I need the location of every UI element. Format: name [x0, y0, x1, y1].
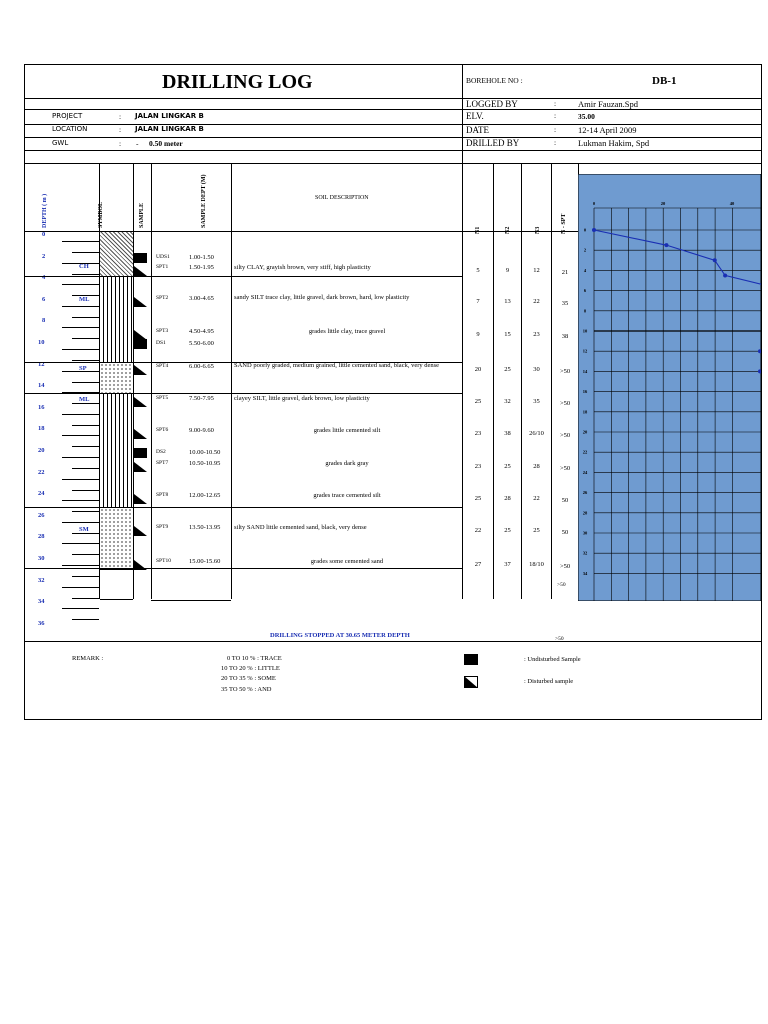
disturbed-sample-icon: [134, 491, 147, 501]
x-tick-label: 20: [660, 201, 666, 206]
y-tick-label: 28: [582, 510, 588, 516]
n1-value: 22: [474, 527, 482, 534]
disturbed-sample-icon: [134, 426, 147, 436]
depth-label: 36: [38, 619, 45, 627]
y-tick-label: 18: [582, 409, 588, 415]
depth-label: 8: [42, 317, 46, 325]
date-value: 12-14 April 2009: [578, 125, 637, 135]
disturbed-legend: : Disturbed sample: [524, 678, 574, 685]
n1-value: 5: [476, 267, 480, 274]
sample-id: SPT6: [156, 427, 169, 433]
nspt-value: 50: [561, 529, 569, 536]
sample-depth: 13.50-13.95: [189, 524, 221, 531]
soil-code: ML: [79, 396, 90, 403]
n3-value: 22: [533, 495, 540, 502]
n1-value: 23: [474, 463, 482, 470]
soil-description: silty SAND little cemented sand, black, very dense: [234, 524, 367, 531]
soil-code: ML: [79, 296, 90, 303]
strata-symbol: [100, 276, 133, 364]
depth-label: 22: [38, 468, 45, 476]
col-header-depth: DEPTH ( m ): [42, 193, 48, 228]
date-label: DATE: [466, 125, 489, 135]
project-label: PROJECT: [52, 112, 83, 120]
location-value: JALAN LINGKAR B: [135, 125, 204, 133]
undisturbed-legend: : Undisturbed Sample: [524, 656, 581, 663]
n3-value: 30: [533, 366, 540, 373]
soil-description: grades some cemented sand: [310, 558, 384, 565]
strata-symbol: [100, 393, 133, 509]
strata-symbol: [100, 507, 133, 570]
project-sep: :: [119, 112, 122, 121]
y-tick-label: 30: [582, 530, 588, 536]
sample-id: DS2: [156, 449, 166, 455]
strata-symbol: [100, 362, 133, 395]
y-tick-label: 4: [583, 267, 587, 273]
nspt-value: 38: [561, 333, 569, 340]
soil-description: silty CLAY, grayish brown, very stiff, high plasticity: [234, 264, 371, 271]
depth-label: 4: [42, 274, 46, 282]
sample-id: UDS1: [156, 254, 170, 260]
strata-symbol: [100, 231, 133, 278]
soil-description: grades little clay, trace gravel: [308, 328, 386, 335]
sample-id: SPT4: [156, 363, 169, 369]
y-tick-label: 34: [582, 570, 588, 576]
col-header-symbol: SYMBOL: [98, 201, 104, 228]
nspt-value: 50: [561, 497, 569, 504]
n1-value: 7: [476, 298, 480, 305]
n2-value: 9: [505, 267, 510, 274]
sample-id: SPT1: [156, 264, 169, 270]
soil-description: grades little cemented silt: [313, 427, 381, 434]
sample-depth: 7.50-7.95: [189, 395, 214, 402]
depth-label: 24: [38, 490, 45, 498]
col-header-n3: N3: [535, 226, 541, 234]
page-title: DRILLING LOG: [162, 71, 313, 93]
depth-label: 18: [38, 425, 45, 433]
undisturbed-sample-icon: [134, 448, 147, 458]
y-tick-label: 20: [582, 429, 588, 435]
soil-description: SAND poorly graded, medium grained, little cemented sand, black, very dense: [234, 362, 440, 369]
col-header-n2: N2: [505, 226, 511, 234]
n2-value: 15: [504, 331, 511, 338]
n2-value: 32: [504, 398, 511, 405]
sample-id: SPT2: [156, 295, 169, 301]
depth-label: 10: [38, 339, 45, 346]
n2-value: 13: [504, 298, 511, 305]
drilled-by-label: DRILLED BY: [466, 138, 520, 148]
depth-label: 14: [38, 382, 45, 390]
n3-value: 26/10: [529, 430, 544, 437]
depth-label: 6: [42, 295, 46, 303]
gwl-dash: -: [136, 139, 139, 148]
undisturbed-sample-icon: [134, 339, 147, 349]
depth-label: 0: [42, 231, 46, 238]
n2-value: 37: [504, 561, 511, 568]
soil-description: grades dark gray: [325, 460, 369, 467]
nspt-point: [592, 228, 596, 232]
location-sep: :: [119, 125, 122, 134]
col-header-sample: SAMPLE: [139, 202, 145, 228]
depth-label: 30: [38, 555, 45, 562]
soil-code: CH: [79, 263, 89, 270]
nspt-value: 35: [561, 300, 569, 307]
sample-id: SPT10: [156, 558, 171, 564]
n1-value: 20: [474, 366, 482, 373]
sample-depth: 4.50-4.95: [189, 328, 214, 335]
sample-depth: 9.00-9.60: [189, 427, 214, 434]
disturbed-sample-icon: [134, 327, 147, 337]
disturbed-sample-icon: [134, 294, 147, 304]
drilled-by-sep: :: [554, 138, 557, 147]
drilled-by-value: Lukman Hakim, Spd: [578, 138, 650, 148]
sample-id: SPT5: [156, 395, 169, 401]
undisturbed-sample-icon: [464, 654, 478, 665]
n3-value: 28: [533, 463, 540, 470]
extra-nspt-1: >50: [557, 582, 566, 588]
depth-label: 20: [38, 447, 45, 454]
logged-by-label: LOGGED BY: [466, 99, 518, 109]
nspt-point: [713, 258, 717, 262]
gwl-value: 0.50 meter: [149, 139, 183, 148]
project-value: JALAN LINGKAR B: [135, 112, 204, 120]
elv-sep: :: [554, 111, 557, 120]
col-header-sample-depth: SAMPLE DEPT (M): [201, 174, 207, 228]
y-tick-label: 26: [582, 490, 588, 496]
soil-description: clayey SILT, little gravel, dark brown, low plasticity: [234, 395, 370, 402]
nspt-value: >50: [559, 400, 571, 407]
sample-depth: 1.00-1.50: [189, 254, 214, 261]
y-tick-label: 16: [582, 389, 588, 395]
disturbed-sample-icon: [134, 523, 147, 533]
nspt-value: >50: [559, 465, 571, 472]
nspt-value: 21: [561, 269, 569, 276]
remark-line-4: 35 TO 50 % : AND: [221, 686, 272, 693]
elv-label: ELV.: [466, 111, 484, 121]
sample-id: SPT8: [156, 492, 169, 498]
n3-value: 18/10: [529, 561, 544, 568]
disturbed-sample-icon: [134, 362, 147, 372]
disturbed-sample-icon: [134, 557, 147, 567]
remark-line-2: 10 TO 20 % : LITTLE: [221, 665, 280, 672]
remark-line-1: 0 TO 10 % : TRACE: [227, 655, 282, 662]
y-tick-label: 24: [582, 469, 588, 475]
n2-value: 25: [504, 463, 511, 470]
nspt-point: [723, 273, 727, 277]
gwl-sep: :: [119, 139, 122, 148]
remark-label: REMARK :: [72, 655, 104, 662]
sample-depth: 10.00-10.50: [189, 449, 221, 456]
depth-label: 28: [38, 533, 45, 541]
nspt-value: >50: [559, 432, 571, 439]
depth-label: 32: [38, 576, 45, 584]
disturbed-sample-icon: [134, 459, 147, 469]
x-tick-label: 40: [729, 201, 735, 206]
disturbed-sample-icon: [134, 394, 147, 404]
depth-label: 2: [42, 252, 46, 260]
sample-depth: 12.00-12.65: [189, 492, 221, 499]
sample-depth: 10.50-10.95: [189, 460, 221, 467]
nspt-value: >50: [559, 563, 571, 570]
logged-by-sep: :: [554, 99, 557, 108]
n3-value: 12: [533, 267, 540, 274]
soil-code: SM: [79, 526, 89, 533]
n3-value: 35: [533, 398, 540, 405]
n3-value: 22: [533, 298, 540, 305]
nspt-point: [664, 243, 668, 247]
sample-depth: 1.50-1.95: [189, 264, 214, 271]
n2-value: 25: [504, 527, 511, 534]
depth-label: 34: [38, 598, 45, 606]
undisturbed-sample-icon: [134, 253, 147, 263]
y-tick-label: 10: [582, 328, 588, 334]
location-label: LOCATION: [52, 125, 88, 133]
drilling-stop-note: DRILLING STOPPED AT 30.65 METER DEPTH: [270, 632, 410, 639]
remark-line-3: 20 TO 35 % : SOME: [221, 675, 276, 682]
y-tick-label: 12: [582, 348, 588, 354]
y-tick-label: 2: [583, 247, 587, 253]
n2-value: 25: [504, 366, 511, 373]
nspt-value: >50: [559, 368, 571, 375]
borehole-value: DB-1: [652, 75, 677, 87]
nspt-plot: [578, 174, 761, 601]
sample-id: SPT9: [156, 524, 169, 530]
n1-value: 25: [474, 398, 482, 405]
n1-value: 9: [476, 331, 480, 338]
n2-value: 28: [504, 495, 511, 502]
y-tick-label: 32: [582, 550, 588, 556]
y-tick-label: 22: [582, 449, 588, 455]
sample-id: DS1: [156, 340, 166, 346]
col-header-soil-description: SOIL DESCRIPTION: [315, 195, 369, 201]
y-tick-label: 0: [583, 227, 587, 233]
col-header-nspt: N - SPT: [561, 213, 567, 234]
n1-value: 27: [474, 561, 482, 568]
sample-depth: 5.50-6.00: [189, 340, 214, 347]
soil-description: sandy SILT trace clay, little gravel, dark brown, hard, low plasticity: [234, 294, 410, 301]
y-tick-label: 8: [583, 308, 587, 314]
n3-value: 25: [533, 527, 540, 534]
n1-value: 23: [474, 430, 482, 437]
n1-value: 25: [474, 495, 482, 502]
col-header-n1: N1: [475, 226, 481, 234]
borehole-label: BOREHOLE NO :: [466, 76, 523, 85]
disturbed-sample-icon: [134, 263, 147, 273]
n3-value: 23: [533, 331, 540, 338]
sample-id: SPT7: [156, 460, 169, 466]
logged-by-value: Amir Fauzan.Spd: [578, 99, 638, 109]
soil-description: grades trace cemented silt: [313, 492, 381, 499]
depth-label: 16: [38, 403, 45, 411]
gwl-label: GWL: [52, 139, 69, 147]
depth-label: 12: [38, 360, 45, 368]
date-sep: :: [554, 125, 557, 134]
extra-nspt-2: >50: [555, 636, 564, 642]
soil-code: SP: [79, 365, 87, 372]
disturbed-sample-icon: [464, 676, 478, 688]
sample-id: SPT3: [156, 328, 169, 334]
y-tick-label: 14: [582, 368, 588, 374]
sample-depth: 15.00-15.60: [189, 558, 221, 565]
depth-label: 26: [38, 511, 45, 519]
elv-value: 35.00: [578, 112, 595, 121]
sample-depth: 6.00-6.65: [189, 363, 214, 370]
n2-value: 38: [504, 430, 511, 437]
x-tick-label: 0: [592, 201, 596, 206]
y-tick-label: 6: [583, 288, 587, 294]
sample-depth: 3.00-4.65: [189, 295, 214, 302]
